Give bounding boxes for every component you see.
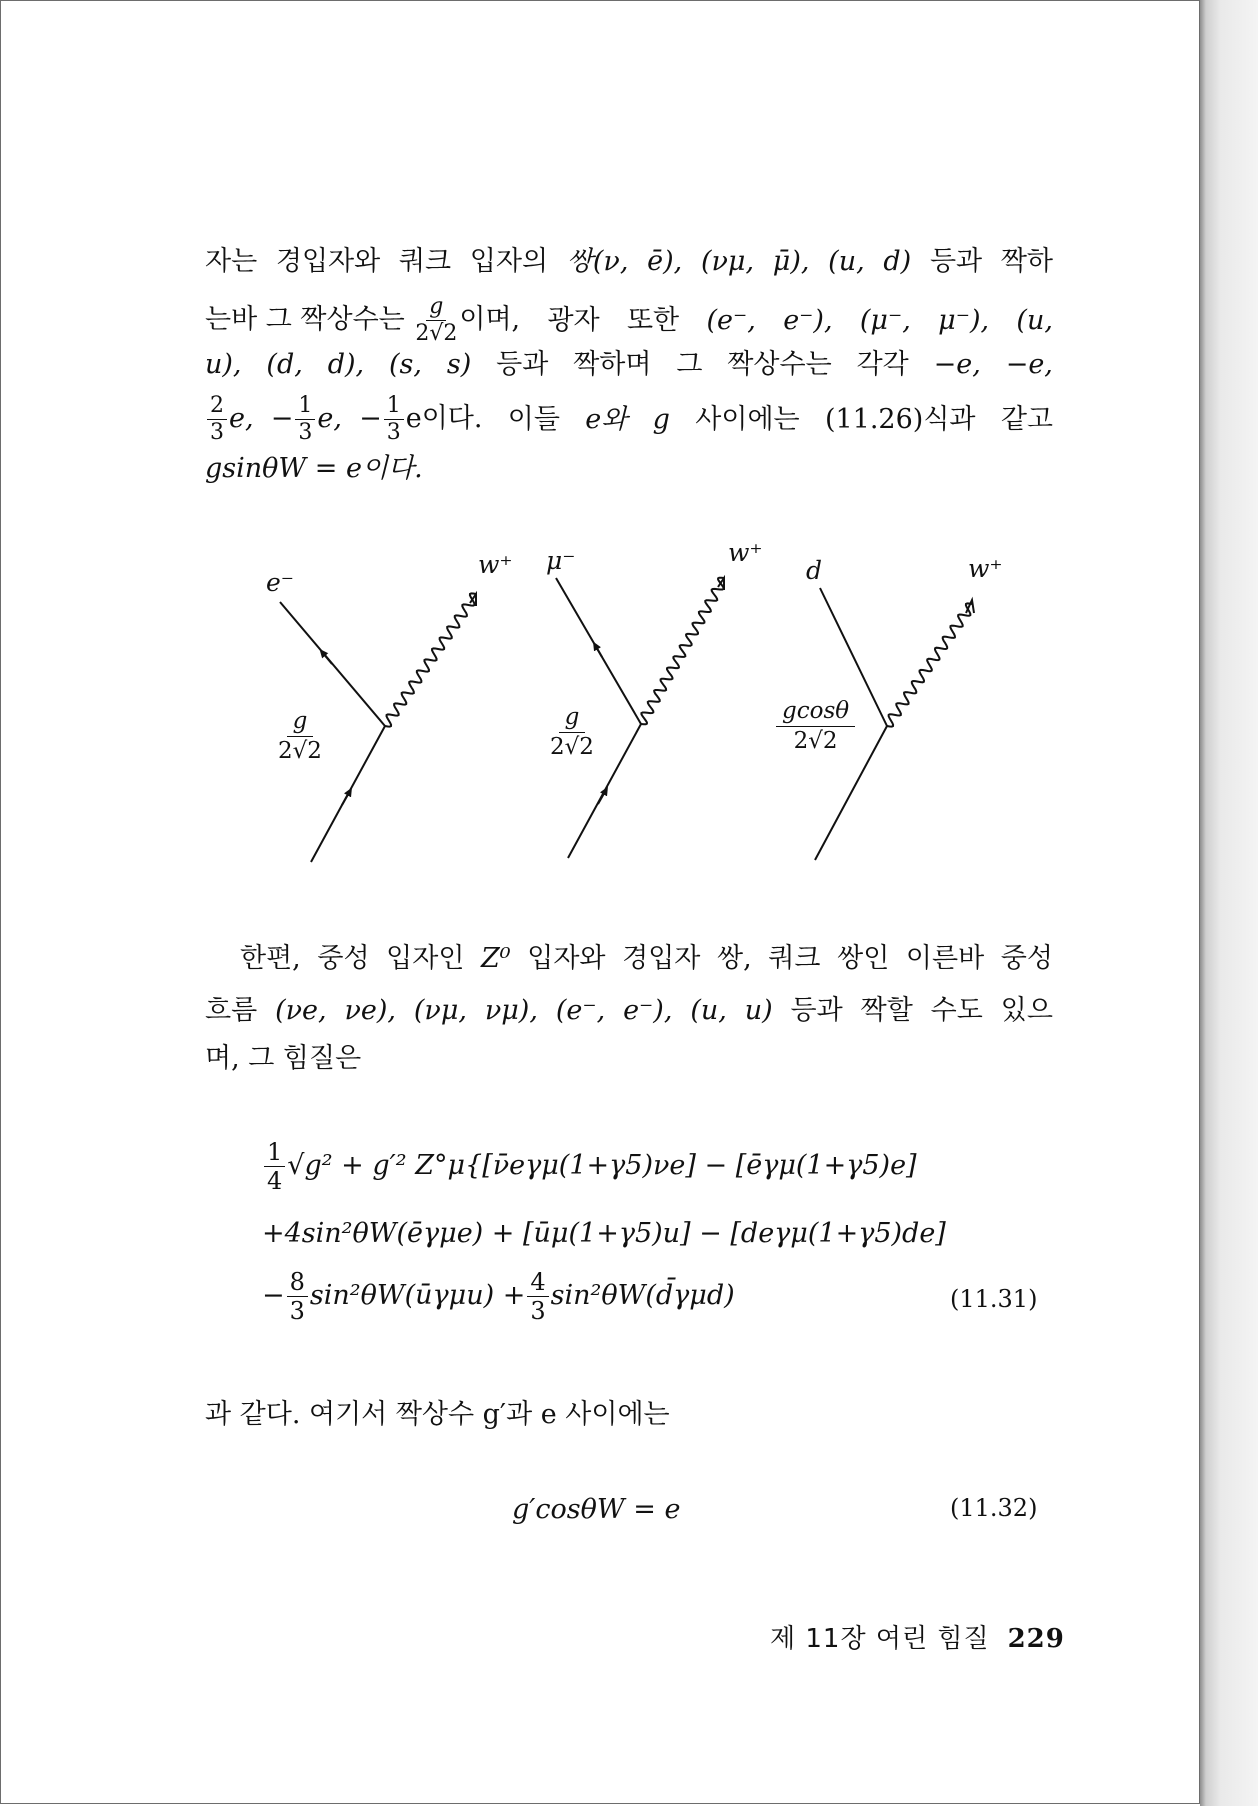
- word: e⁻),: [783, 304, 833, 336]
- text: e,: [229, 403, 254, 434]
- word: (e⁻,: [555, 995, 606, 1026]
- word: 그: [676, 349, 703, 380]
- diagram3-boson-label: w⁺: [968, 554, 1003, 583]
- word: μ⁻),: [938, 304, 990, 336]
- word: (u,: [828, 246, 865, 277]
- word: 각각: [856, 349, 909, 380]
- fraction-numerator: 1: [264, 1140, 285, 1167]
- boson-line: [641, 578, 724, 725]
- word: 이들: [507, 403, 560, 435]
- fraction-numerator: 1: [384, 395, 404, 420]
- word: (νμ,: [413, 995, 467, 1026]
- paragraph2-line2: [205, 994, 1053, 1028]
- word: g: [652, 403, 670, 435]
- word: 흐름: [205, 995, 258, 1026]
- word: 짝하: [1000, 246, 1053, 277]
- fraction-numerator: g: [426, 296, 446, 321]
- fraction-denominator: 3: [289, 1297, 305, 1325]
- word: e⁻),: [623, 995, 673, 1026]
- word: 입자와: [527, 943, 606, 974]
- fraction-8-3: [287, 1270, 308, 1323]
- coupling-numerator: g: [287, 710, 314, 737]
- text: e이다.: [405, 403, 483, 434]
- word: 입자의: [469, 246, 549, 277]
- equation-number-11-31: (11.31): [950, 1285, 1038, 1313]
- arrow: [322, 652, 332, 664]
- coupling-denominator: 2√2: [793, 728, 838, 754]
- equation-11-31-line1: [262, 1140, 917, 1193]
- diagram1-fermion-label: e⁻: [266, 568, 294, 597]
- arrow: [598, 790, 606, 804]
- word: Z⁰: [481, 943, 511, 974]
- diagram2-boson-label: w⁺: [728, 538, 763, 567]
- word: u),: [205, 349, 242, 380]
- word: u): [744, 995, 773, 1026]
- word: 쿼크: [768, 943, 821, 974]
- word: 입자인: [386, 943, 465, 974]
- word: 짝하며: [573, 349, 652, 380]
- word: 중성: [317, 943, 370, 974]
- text: −: [270, 403, 294, 434]
- word: 있으: [1000, 995, 1053, 1026]
- fraction-numerator: 2: [207, 395, 227, 420]
- diagram3-coupling: [776, 700, 855, 753]
- fraction-denominator: 2√2: [415, 321, 458, 346]
- word: 자는: [205, 246, 258, 277]
- word: 중성: [1000, 943, 1053, 974]
- equation-text: sin²θW(d̄γμd): [550, 1280, 735, 1311]
- word: (μ⁻,: [859, 304, 911, 336]
- boson-line: [887, 603, 972, 726]
- coupling-denominator: 2√2: [278, 738, 322, 764]
- equation-text: sin²θW(ūγμu) +: [309, 1280, 526, 1311]
- fraction-denominator: 3: [210, 420, 224, 445]
- diagram3-fermion-label: d: [806, 556, 823, 585]
- equation-text: √g² + g′² Z°μ{[ν̄eγμ(1+γ5)νe] − [ēγμ(1+γ5)e]: [287, 1150, 917, 1181]
- word: s): [446, 349, 472, 380]
- word: 같고: [1000, 403, 1053, 435]
- text: 과 같다. 여기서 짝상수 g′과 e 사이에는: [205, 1399, 670, 1430]
- fraction-numerator: 8: [287, 1270, 308, 1297]
- word: 한편,: [240, 943, 301, 974]
- word: 쿼크: [398, 246, 452, 277]
- diagram2-coupling: [550, 706, 594, 759]
- word: (u,: [690, 995, 727, 1026]
- text: 는바 그 짝상수는: [205, 304, 405, 335]
- word: ē),: [647, 246, 683, 277]
- word: 이른바: [905, 943, 985, 974]
- paragraph3-line1: [205, 1398, 1053, 1432]
- word: 이며,: [459, 304, 521, 335]
- word: (νμ,: [700, 246, 755, 277]
- arrow: [595, 645, 602, 657]
- word: 등과: [496, 349, 549, 380]
- page-footer: [770, 1618, 1065, 1655]
- arrow: [342, 791, 350, 805]
- word: 등과: [929, 246, 983, 277]
- word: (u,: [1016, 304, 1053, 336]
- word: d): [883, 246, 912, 277]
- equation-11-31-line2: [262, 1218, 946, 1249]
- page-number: 229: [1007, 1624, 1065, 1654]
- fraction-numerator: 1: [295, 395, 315, 420]
- word: (11.26)식과: [824, 403, 976, 435]
- fraction-denominator: 3: [530, 1297, 546, 1325]
- diagram2-fermion-label: μ⁻: [546, 546, 576, 575]
- equation-text: +4sin²θW(ēγμe) + [ūμ(1+γ5)u] − [deγμ(1+γ5)de]: [262, 1218, 946, 1249]
- fraction-denominator: 4: [267, 1167, 283, 1195]
- word: 수도: [930, 995, 983, 1026]
- word: 사이에는: [695, 403, 800, 435]
- word: μ̄),: [772, 246, 810, 277]
- word: (d,: [266, 349, 303, 380]
- chapter-title: 제 11장 여린 힘질: [770, 1624, 990, 1654]
- word: 또한: [626, 304, 680, 336]
- word: (νe,: [275, 995, 327, 1026]
- word: (s,: [389, 349, 422, 380]
- paragraph2-line3: [205, 1042, 1053, 1076]
- diagram1-boson-label: w⁺: [478, 550, 513, 579]
- paragraph2-line1: [240, 942, 1053, 976]
- text: 며, 그 힘질은: [205, 1043, 362, 1074]
- word: d),: [327, 349, 365, 380]
- diagram1-coupling: [278, 710, 322, 763]
- fraction-1-4: [264, 1140, 285, 1193]
- word: νμ),: [484, 995, 538, 1026]
- word: 등과: [790, 995, 843, 1026]
- equation-text: g′cosθW = e: [512, 1494, 681, 1525]
- word: 경입자: [622, 943, 701, 974]
- word: 짝상수는: [727, 349, 832, 380]
- text: gsinθW = e이다.: [205, 453, 423, 484]
- coupling-numerator: gcosθ: [776, 700, 855, 727]
- word: 경입자와: [275, 246, 381, 277]
- boson-line: [385, 593, 476, 726]
- fraction-4-3: [527, 1270, 548, 1323]
- word: −e,: [1005, 349, 1053, 380]
- coupling-denominator: 2√2: [550, 734, 594, 760]
- word: 광자: [547, 304, 600, 336]
- text: −: [359, 403, 382, 434]
- word: e와: [585, 403, 628, 435]
- word: 짝할: [860, 995, 913, 1026]
- fraction-denominator: 3: [386, 420, 401, 445]
- word: 쌍,: [717, 943, 752, 974]
- text: e,: [317, 403, 342, 434]
- word: (e⁻,: [706, 304, 756, 336]
- coupling-numerator: g: [559, 706, 586, 733]
- word: νe),: [344, 995, 396, 1026]
- equation-11-32: [512, 1494, 680, 1525]
- word: −e,: [933, 349, 981, 380]
- word: 쌍인: [837, 943, 890, 974]
- fraction-denominator: 3: [298, 420, 313, 445]
- fraction-numerator: 4: [527, 1270, 548, 1297]
- equation-number-11-32: (11.32): [950, 1494, 1038, 1522]
- equation-11-31-line3: − $\frac{8}{3}$ sin²θW(ūγμu) + $\frac{4}{3}$ sin²θW(d̄γμd): [262, 1268, 735, 1325]
- word: 쌍(ν,: [566, 246, 629, 277]
